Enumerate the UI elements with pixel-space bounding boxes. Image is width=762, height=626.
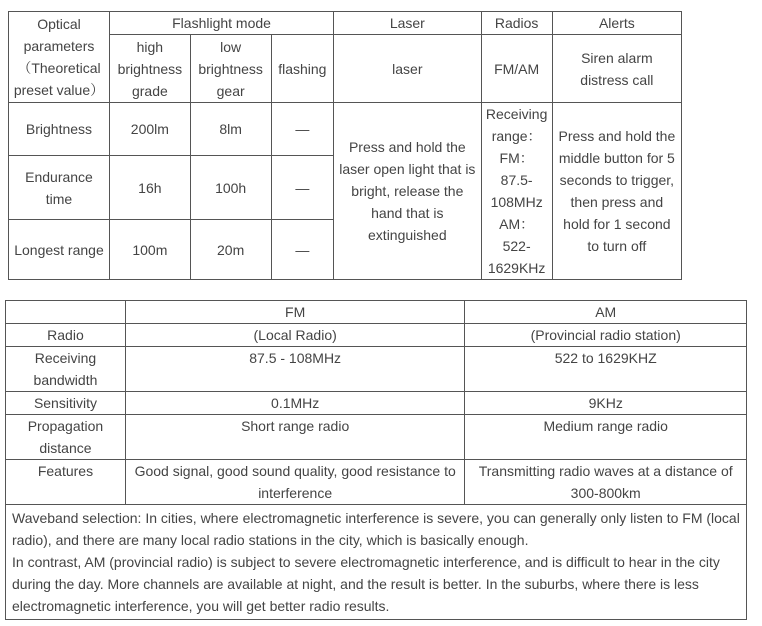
subheader-high-brightness: high brightness grade bbox=[109, 35, 190, 103]
fm-value: 87.5 - 108MHz bbox=[125, 347, 464, 392]
subheader-low-brightness: low brightness gear bbox=[190, 35, 271, 103]
subheader-alert: Siren alarm distress call bbox=[552, 35, 681, 103]
row-label: Propagation distance bbox=[6, 415, 126, 460]
row-label: Radio bbox=[6, 324, 126, 347]
fm-value: Good signal, good sound quality, good resistance to interference bbox=[125, 460, 464, 505]
table-row bbox=[6, 415, 747, 460]
am-value: (Provincial radio station) bbox=[465, 324, 747, 347]
radio-desc-line: 87.5- bbox=[500, 172, 533, 188]
header-fm: FM bbox=[125, 301, 464, 324]
subheader-radio: FM/AM bbox=[481, 35, 552, 103]
low-brightness-value: 20m bbox=[190, 220, 271, 280]
row-label: Sensitivity bbox=[6, 392, 126, 415]
row-label: Features bbox=[6, 460, 126, 505]
am-value: Medium range radio bbox=[465, 415, 747, 460]
subheader-flashing: flashing bbox=[271, 35, 334, 103]
radio-desc-line: 1629KHz bbox=[487, 260, 546, 276]
table-row bbox=[9, 103, 682, 156]
table-row bbox=[6, 392, 747, 415]
radio-desc-line: AM： bbox=[499, 216, 535, 232]
waveband-note bbox=[6, 505, 747, 620]
header-am: AM bbox=[465, 301, 747, 324]
row-label: Receiving bandwidth bbox=[6, 347, 126, 392]
radio-desc-line: range： bbox=[491, 128, 542, 144]
header-laser: Laser bbox=[334, 12, 481, 35]
flashing-value: — bbox=[271, 103, 334, 156]
subheader-laser: laser bbox=[334, 35, 481, 103]
am-value: 522 to 1629KHZ bbox=[465, 347, 747, 392]
high-brightness-value: 200lm bbox=[109, 103, 190, 156]
radio-desc-line: FM： bbox=[499, 150, 534, 166]
optical-parameters-table bbox=[8, 11, 682, 280]
note-paragraph: In contrast, AM (provincial radio) is subject to severe electromagnetic interference, and is difficult to hear in the city during the day. More channels are available at night, and the result is better. In the suburbs, where there is less electromagnetic interference, you will get better radio results. bbox=[12, 554, 720, 614]
high-brightness-value: 100m bbox=[109, 220, 190, 280]
note-paragraph: Waveband selection: In cities, where electromagnetic interference is severe, you can generally only listen to FM (local radio), and there are many local radio stations in the city, which is basically enough. bbox=[12, 510, 740, 548]
low-brightness-value: 100h bbox=[190, 156, 271, 220]
table-row bbox=[6, 324, 747, 347]
table-row bbox=[6, 460, 747, 505]
am-value: Transmitting radio waves at a distance of 300-800km bbox=[465, 460, 747, 505]
header-radios: Radios bbox=[481, 12, 552, 35]
radio-desc-line: Receiving bbox=[485, 106, 548, 122]
high-brightness-value: 16h bbox=[109, 156, 190, 220]
fm-value: (Local Radio) bbox=[125, 324, 464, 347]
laser-description: Press and hold the laser open light that is bright, release the hand that is extinguished bbox=[334, 103, 481, 280]
header-optical-parameters: Optical parameters（Theoretical preset value） bbox=[9, 12, 110, 103]
flashing-value: — bbox=[271, 156, 334, 220]
radio-desc-line: 522- bbox=[502, 238, 531, 254]
am-value: 9KHz bbox=[465, 392, 747, 415]
alert-description: Press and hold the middle button for 5 seconds to trigger, then press and hold for 1 second to turn off bbox=[552, 103, 681, 280]
fm-value: Short range radio bbox=[125, 415, 464, 460]
flashing-value: — bbox=[271, 220, 334, 280]
low-brightness-value: 8lm bbox=[190, 103, 271, 156]
fm-am-comparison-table bbox=[5, 300, 747, 620]
header-flashlight-mode: Flashlight mode bbox=[109, 12, 333, 35]
row-label: Brightness bbox=[9, 103, 110, 156]
fm-value: 0.1MHz bbox=[125, 392, 464, 415]
radio-desc-line: 108MHz bbox=[490, 194, 543, 210]
radio-description bbox=[481, 103, 552, 280]
empty-header-cell bbox=[6, 301, 126, 324]
row-label: Longest range bbox=[9, 220, 110, 280]
header-alerts: Alerts bbox=[552, 12, 681, 35]
note-row bbox=[6, 505, 747, 620]
row-label: Endurance time bbox=[9, 156, 110, 220]
table-row bbox=[6, 347, 747, 392]
